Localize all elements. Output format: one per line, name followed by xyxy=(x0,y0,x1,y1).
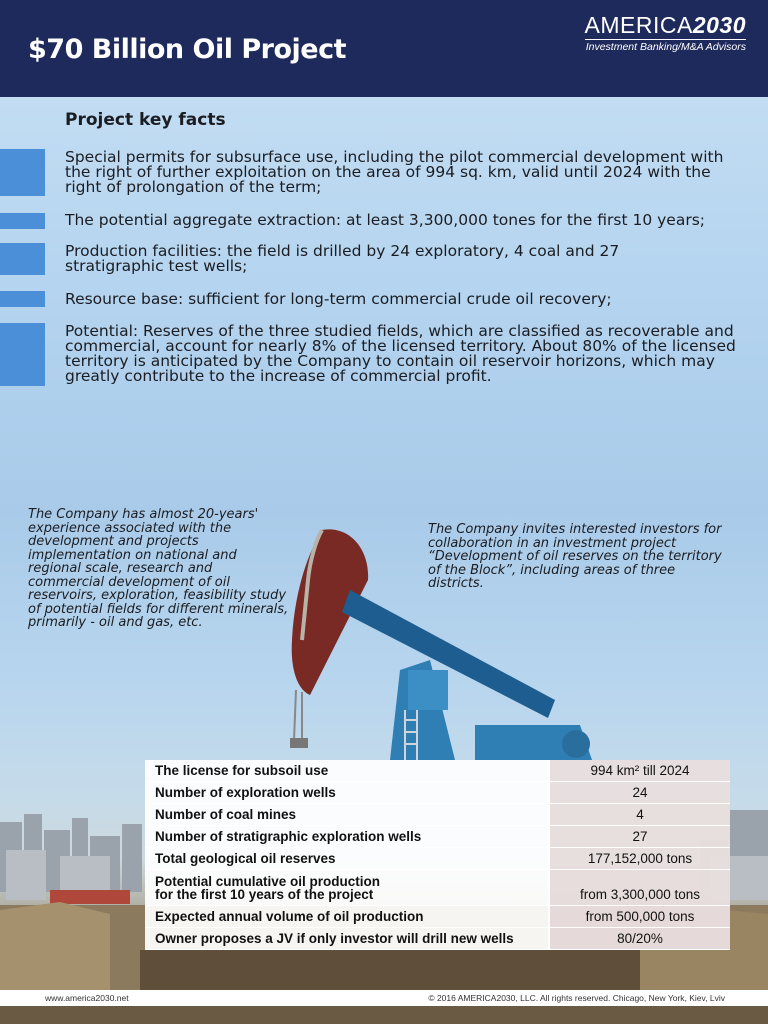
table-cell-label: Expected annual volume of oil production xyxy=(145,906,550,927)
table-cell-label: Potential cumulative oil production for the first 10 years of the project xyxy=(145,870,550,905)
table-cell-value: 27 xyxy=(550,826,730,847)
brand-logo xyxy=(585,12,746,53)
fact-item-2: The potential aggregate extraction: at least 3,300,000 tones for the first 10 years; xyxy=(65,211,706,229)
table-row xyxy=(145,928,730,950)
fact-marker-2 xyxy=(0,213,45,229)
investor-invitation-note: The Company invites interested investors for collaboration in an investment project “Development of oil reserves on the territory of the Block”, including areas of three districts. xyxy=(428,522,722,591)
facts-heading: Project key facts xyxy=(65,110,226,130)
table-cell-value: 994 km² till 2024 xyxy=(550,760,730,781)
table-row xyxy=(145,906,730,928)
table-cell-value: 177,152,000 tons xyxy=(550,848,730,869)
fact-marker-1 xyxy=(0,149,45,196)
brand-name xyxy=(585,12,746,38)
footer-copyright: © 2016 AMERICA2030, LLC. All rights reserved. Chicago, New York, Kiev, Lviv xyxy=(428,993,725,1003)
table-row xyxy=(145,870,730,906)
company-experience-note: The Company has almost 20-years' experience associated with the development and projects implementation on national and regional scale, research and commercial development of oil reservoirs, exploration, feasibility study of potential fields for different minerals, primarily - oil and gas, etc. xyxy=(28,507,289,630)
table-cell-value: 80/20% xyxy=(550,928,730,949)
table-cell-label: Number of coal mines xyxy=(145,804,550,825)
page-title: $70 Billion Oil Project xyxy=(28,34,347,65)
fact-marker-3 xyxy=(0,243,45,275)
table-row xyxy=(145,826,730,848)
ground-strip xyxy=(0,1006,768,1024)
brand-name-part-b: 2030 xyxy=(692,12,746,38)
table-cell-label: The license for subsoil use xyxy=(145,760,550,781)
footer-website-link[interactable]: www.america2030.net xyxy=(45,993,129,1003)
fact-item-5: Potential: Reserves of the three studied fields, which are classified as recoverable and commercial, account for nearly 8% of the licensed territory. About 80% of the licensed territory is anticipated by the Company to contain oil reservoir horizons, which may greatly contribute to the increase of commercial profit. xyxy=(65,322,736,385)
table-cell-label: Total geological oil reserves xyxy=(145,848,550,869)
table-cell-label: Owner proposes a JV if only investor will drill new wells xyxy=(145,928,550,949)
fact-marker-4 xyxy=(0,291,45,307)
table-cell-value: from 500,000 tons xyxy=(550,906,730,927)
table-cell-label: Number of exploration wells xyxy=(145,782,550,803)
header-banner xyxy=(0,0,768,97)
brand-tagline: Investment Banking/M&A Advisors xyxy=(585,41,746,53)
fact-item-1: Special permits for subsurface use, including the pilot commercial development with the right of further exploitation on the area of 994 sq. km, valid until 2024 with the right of prolongation of the term; xyxy=(65,148,724,196)
table-row xyxy=(145,804,730,826)
table-row xyxy=(145,760,730,782)
table-row xyxy=(145,782,730,804)
table-cell-value: 24 xyxy=(550,782,730,803)
footer-bar xyxy=(0,990,768,1006)
table-cell-value: from 3,300,000 tons xyxy=(550,870,730,905)
table-cell-value: 4 xyxy=(550,804,730,825)
table-row xyxy=(145,848,730,870)
fact-item-3: Production facilities: the field is drilled by 24 exploratory, 4 coal and 27 stratigraphic test wells; xyxy=(65,242,620,275)
table-cell-label: Number of stratigraphic exploration wells xyxy=(145,826,550,847)
fact-item-4: Resource base: sufficient for long-term commercial crude oil recovery; xyxy=(65,290,612,308)
fact-marker-5 xyxy=(0,323,45,386)
brand-name-part-a: AMERICA xyxy=(584,12,693,38)
project-facts-table xyxy=(145,760,730,950)
